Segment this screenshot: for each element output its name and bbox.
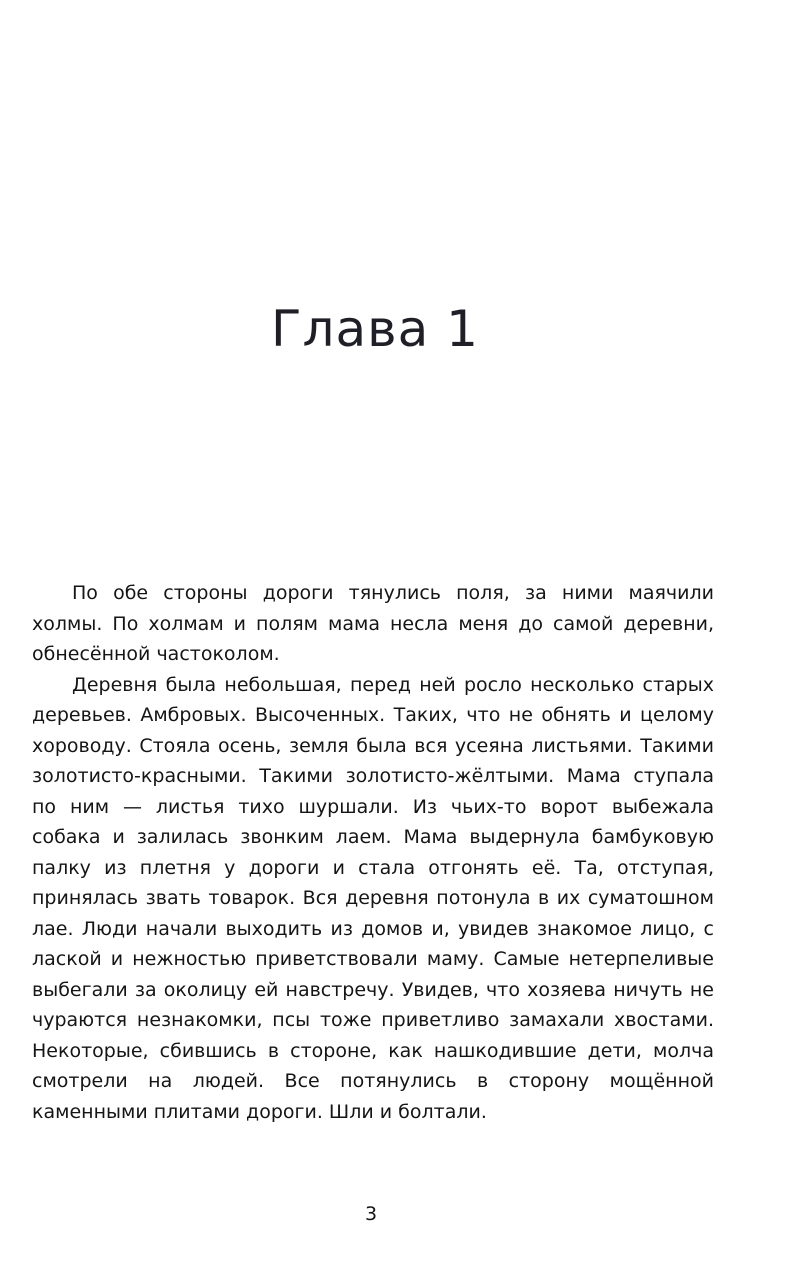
chapter-title: Глава 1 <box>271 300 479 358</box>
chapter-body <box>32 578 714 1127</box>
page-number: 3 <box>364 1203 378 1225</box>
paragraph-2: Деревня была небольшая, перед ней росло несколько старых деревьев. Амбровых. Высоченных. Таких, что не обнять и целому хороводу. Стояла осень, земля была вся усеяна листьями. Такими золотисто-красными. Такими золотисто-жёлтыми. Мама ступала по ним — листья тихо шуршали. Из чьих-то ворот выбежала собака и залилась звонким лаем. Мама выдернула бамбуковую палку из плетня у дороги и стала отгонять её. Та, отступая, принялась звать товарок. Вся деревня потонула в их суматошном лае. Люди начали выходить из домов и, увидев знакомое лицо, с лаской и нежностью приветствовали маму. Самые нетерпеливые выбегали за околицу ей навстречу. Увидев, что хозяева ничуть не чураются незнакомки, псы тоже приветливо замахали хвостами. Некоторые, сбившись в стороне, как нашкодившие дети, молча смотрели на людей. Все потянулись в сторону мощённой каменными плитами дороги. Шли и болтали. <box>32 673 714 1123</box>
paragraph-1: По обе стороны дороги тянулись поля, за ними маячили холмы. По холмам и полям мама несла меня до самой деревни, обнесённой частоколом. <box>32 582 714 665</box>
